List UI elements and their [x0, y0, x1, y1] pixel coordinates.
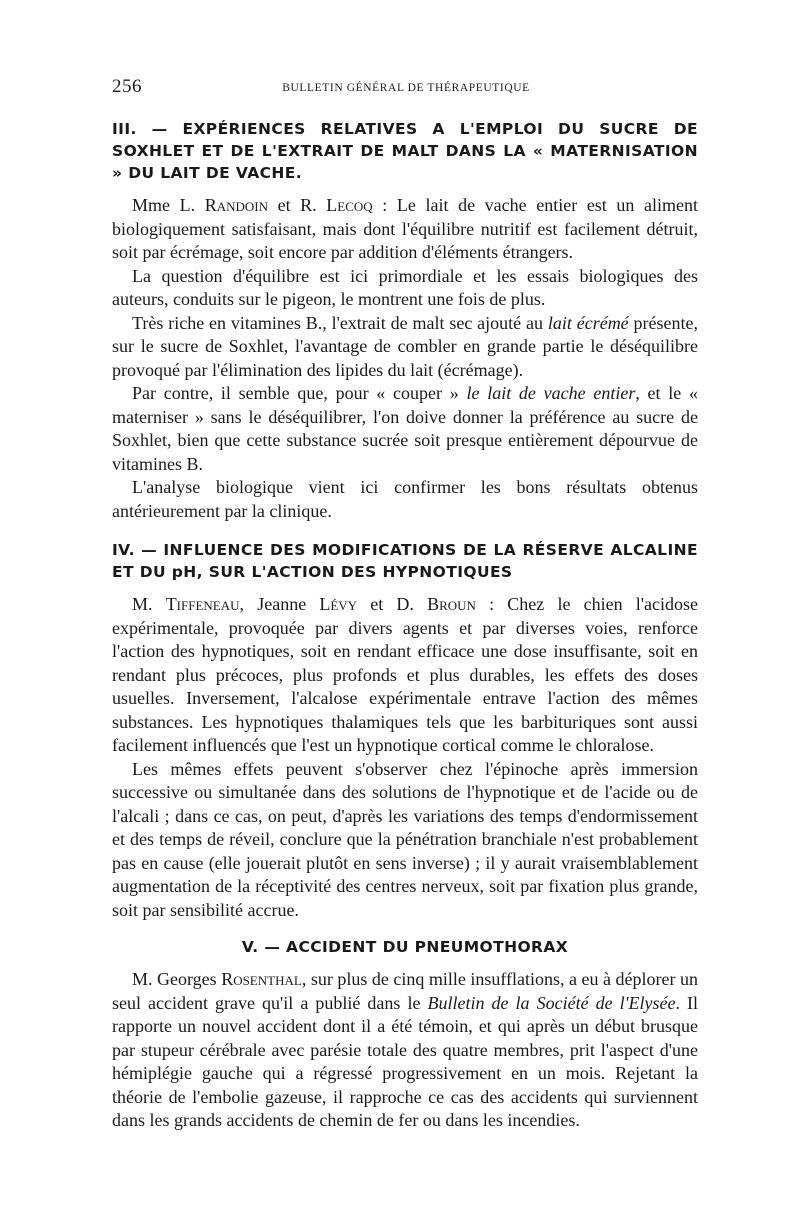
section-heading-v: V. — ACCIDENT DU PNEUMOTHORAX [241, 938, 569, 956]
italic-term: lait écrémé [547, 312, 629, 333]
paragraph [112, 194, 698, 265]
author-name: Lévy [319, 594, 358, 614]
paragraph-text: , sur plus de cinq mille insufflations, a eu à déplorer un seul accident grave qu'il a publié dans le [112, 969, 698, 1013]
journal-title: BULLETIN GÉNÉRAL DE THÉRAPEUTIQUE [282, 82, 530, 94]
author-name: Rosenthal [221, 969, 302, 989]
author-name: Randoin [204, 195, 268, 215]
paragraph [112, 312, 698, 383]
authors-lead: M. [132, 594, 166, 614]
author-name: Broun [427, 594, 476, 614]
italic-journal-title: Bulletin de la Société de l'Elysée [427, 992, 676, 1013]
author-separator: et R. [267, 195, 327, 215]
page-number: 256 [112, 76, 142, 97]
paragraph-text: : Chez le chien l'acidose expérimentale, provoquée par divers agents et par diverses voies, renforce l'action des hypnotiques, soit en rendant efficace une dose insuffisante, soit en rendant plus précoces, plus profonds et plus durables, les effets des doses usuelles. Inversement, l'alcalose expérimentale entrave l'action des mêmes substances. Les hypnotiques thalamiques tels que les barbituriques sont aussi facilement influencés que l'est un hypnotique cortical comme le chloralose. [112, 594, 698, 755]
author-name: Lecoq [326, 195, 373, 215]
paragraph: Les mêmes effets peuvent s'observer chez l'épinoche après immersion successive ou simultanée dans des solutions de l'hypnotique et de l'acide ou de l'alcali ; dans ce cas, on peut, d'après les variations des temps d'endormissement et des temps de réveil, conclure que la pénétration branchiale n'est probablement pas en cause (elle jouerait plutôt en sens inverse) ; il y aurait vraisemblablement augmentation de la réceptivité des centres nerveux, soit par fixation plus grande, soit par sensibilité accrue. [112, 758, 698, 920]
paragraph-text: présente, sur le sucre de Soxhlet, l'avantage de combler en grande partie le déséquilibre provoqué par l'élimination des lipides du lait (écrémage). [112, 312, 699, 380]
authors-lead: Mme L. [132, 195, 205, 215]
paragraph: L'analyse biologique vient ici confirmer les bons résultats obtenus antérieurement par la clinique. [112, 477, 698, 521]
italic-term: le lait de vache entier [466, 383, 636, 403]
paragraph-text: . Il rapporte un nouvel accident dont il a été témoin, et qui après un début brusque par stupeur cérébrale avec parésie totale des quatre membres, prit l'aspect d'une hémiplégie gauche qui a régressé progressivement en un mois. Rejetant la théorie de l'embolie gazeuse, il rapproche ce cas des accidents qui surviennent dans les grands accidents de chemin de fer ou dans les incendies. [112, 992, 699, 1130]
paragraph-text: Par contre, il semble que, pour « couper » [132, 383, 467, 403]
paragraph [112, 968, 698, 1133]
paragraph: La question d'équilibre est ici primordiale et les essais biologiques des auteurs, conduits sur le pigeon, le montrent une fois de plus. [112, 265, 698, 309]
paragraph-text: Très riche en vitamines B., l'extrait de malt sec ajouté au [132, 312, 548, 333]
author-name: Tiffeneau [165, 594, 240, 614]
paragraph [112, 593, 698, 758]
section-heading-iii: III. — EXPÉRIENCES RELATIVES A L'EMPLOI DU SUCRE DE SOXHLET ET DE L'EXTRAIT DE MALT DANS LA « MATERNISATION » DU LAIT DE VACHE. [112, 120, 698, 182]
paragraph-text: : Le lait de vache entier est un aliment biologiquement satisfaisant, mais dont l'équilibre nutritif est facilement détruit, soit par écrémage, soit encore par addition d'éléments étrangers. [112, 195, 698, 262]
authors-lead: M. Georges [132, 969, 222, 989]
section-heading-iv: IV. — INFLUENCE DES MODIFICATIONS DE LA RÉSERVE ALCALINE ET DU pH, SUR L'ACTION DES HYPNOTIQUES [112, 541, 698, 581]
author-separator: et D. [357, 594, 428, 614]
page-content [112, 118, 698, 1133]
paragraph-text: , et le « materniser » sans le déséquilibrer, l'on doive donner la préférence au sucre de Soxhlet, bien que cette substance sucrée soit presque entièrement dépourvue de vitamines B. [112, 383, 698, 474]
running-head [112, 76, 700, 102]
paragraph [112, 382, 698, 476]
author-separator: , Jeanne [239, 594, 320, 614]
